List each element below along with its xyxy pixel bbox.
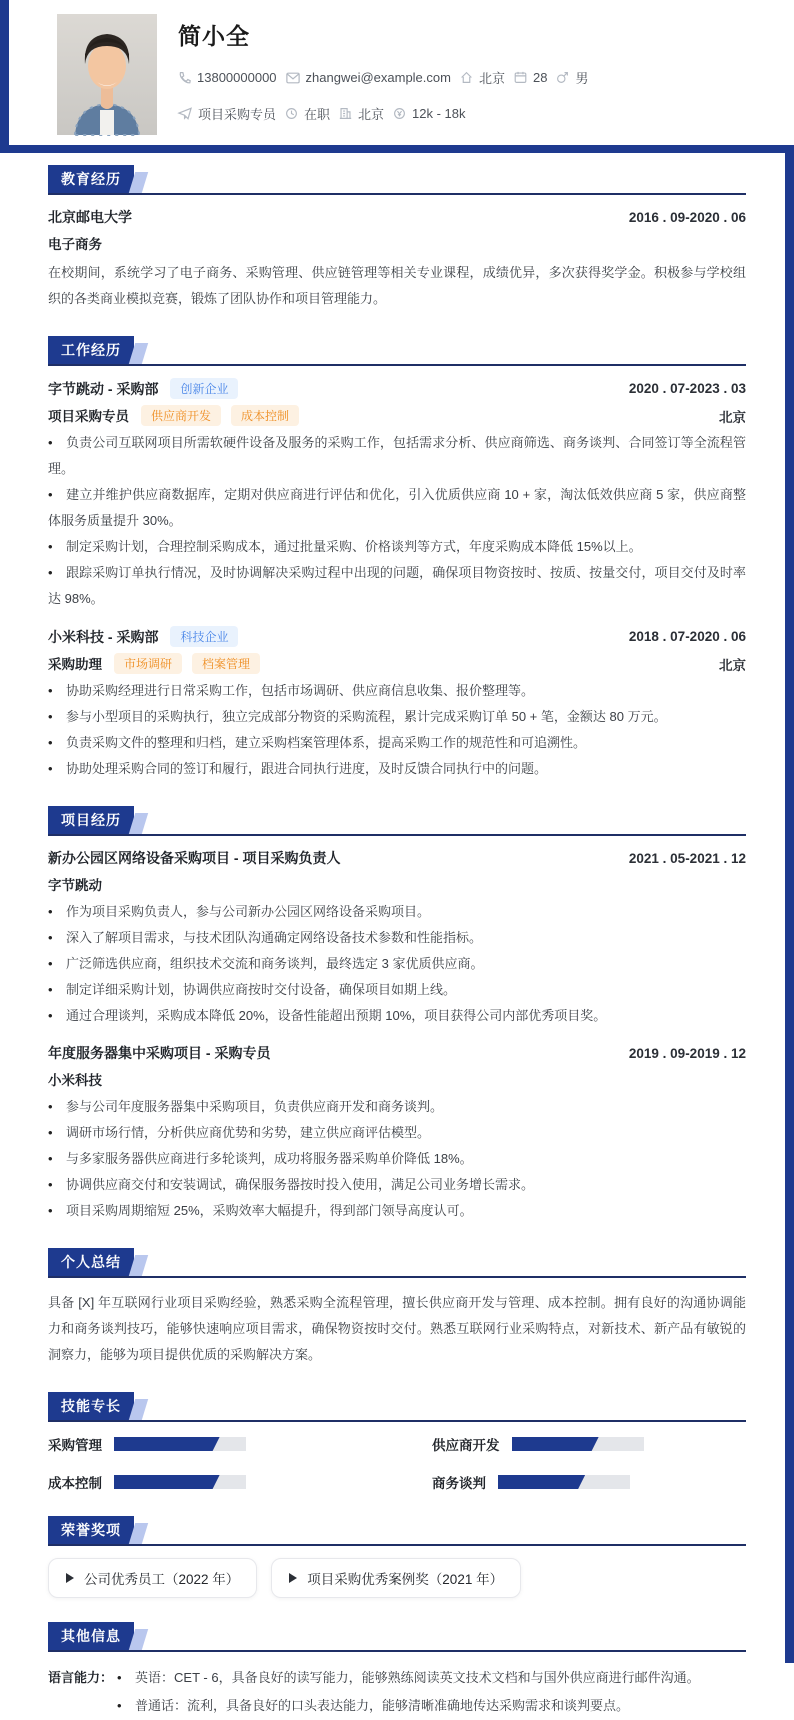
contact-position: 项目采购专员	[178, 104, 276, 123]
work-entry	[48, 378, 746, 612]
honor-chips	[48, 1558, 746, 1598]
section-skills	[48, 1392, 746, 1492]
role-title: 项目采购专员	[48, 409, 129, 424]
section-title-badge: 教育经历	[48, 165, 134, 193]
project-name: 年度服务器集中采购项目 - 采购专员	[48, 1045, 271, 1061]
status-icon	[285, 107, 298, 120]
position-icon	[178, 107, 192, 120]
work-bullet: • 负责公司互联网项目所需软硬件设备及服务的采购工作，包括需求分析、供应商筛选、商务谈判、合同签订等全流程管理。	[48, 435, 746, 476]
work-date: 2018 . 07-2020 . 06	[628, 629, 746, 644]
contact-gender: 男	[556, 68, 588, 87]
section-title-badge: 荣誉奖项	[48, 1516, 134, 1544]
company-tag: 创新企业	[170, 378, 238, 399]
skill-bar	[498, 1475, 630, 1489]
work-bullet: • 参与小型项目的采购执行，独立完成部分物资的采购流程，累计完成采购订单 50 + 笔，金额达 80 万元。	[48, 709, 667, 724]
company-name: 小米科技 - 采购部	[48, 629, 159, 645]
work-bullet: • 制定采购计划，合理控制采购成本，通过批量采购、价格谈判等方式，年度采购成本降低 15%以上。	[48, 539, 642, 554]
contact-salary: 12k - 18k	[393, 106, 465, 121]
honor-chip: 项目采购优秀案例奖（2021 年）	[271, 1558, 521, 1598]
section-projects	[48, 806, 746, 1224]
section-header	[48, 165, 746, 195]
section-other	[48, 1622, 746, 1720]
contact-age: 28	[514, 70, 547, 85]
contact-row-1	[178, 68, 754, 87]
work-location: 北京	[719, 409, 746, 425]
contact-status: 在职	[285, 104, 330, 123]
section-education	[48, 165, 746, 312]
gender-icon	[556, 71, 569, 84]
section-header	[48, 336, 746, 366]
project-bullet: • 参与公司年度服务器集中采购项目，负责供应商开发和商务谈判。	[48, 1099, 444, 1114]
role-tag: 市场调研	[114, 653, 182, 674]
project-bullet: • 通过合理谈判，采购成本降低 20%，设备性能超出预期 10%，项目获得公司内部优秀项目奖。	[48, 1008, 607, 1023]
project-entry	[48, 848, 746, 1029]
work-entry	[48, 626, 746, 782]
section-header	[48, 1392, 746, 1422]
phone-icon	[178, 71, 191, 84]
section-title-badge: 工作经历	[48, 336, 134, 364]
play-icon	[289, 1573, 297, 1583]
school-name: 北京邮电大学	[48, 209, 132, 225]
section-summary	[48, 1248, 746, 1368]
work-bullet: • 跟踪采购订单执行情况，及时协调解决采购过程中出现的问题，确保项目物资按时、按质、按量交付，项目交付及时率达 98%。	[48, 565, 746, 606]
contact-city: 北京	[339, 104, 384, 123]
contact-email: zhangwei@example.com	[286, 70, 451, 85]
company-tag: 科技企业	[170, 626, 238, 647]
skill-name: 供应商开发	[432, 1438, 500, 1453]
education-desc: 在校期间，系统学习了电子商务、采购管理、供应链管理等相关专业课程，成绩优异，多次获得奖学金。积极参与学校组织的各类商业模拟竞赛，锻炼了团队协作和项目管理能力。	[48, 265, 746, 306]
section-work	[48, 336, 746, 782]
project-name: 新办公园区网络设备采购项目 - 项目采购负责人	[48, 850, 341, 866]
work-date: 2020 . 07-2023 . 03	[628, 381, 746, 396]
role-title: 采购助理	[48, 657, 102, 672]
contact-location: 北京	[460, 68, 505, 87]
education-major-row	[48, 233, 746, 254]
skill-item	[432, 1434, 746, 1454]
work-bullet: • 协助采购经理进行日常采购工作，包括市场调研、供应商信息收集、报价整理等。	[48, 683, 535, 698]
project-date: 2019 . 09-2019 . 12	[628, 1045, 746, 1061]
project-bullet: • 与多家服务器供应商进行多轮谈判，成功将服务器采购单价降低 18%。	[48, 1151, 473, 1166]
avatar	[57, 14, 157, 135]
play-icon	[66, 1573, 74, 1583]
section-header	[48, 1248, 746, 1278]
section-header	[48, 1516, 746, 1546]
location-icon	[460, 71, 473, 84]
header-info	[178, 18, 754, 123]
section-header	[48, 806, 746, 836]
skill-item	[48, 1434, 362, 1454]
section-title-badge: 项目经历	[48, 806, 134, 834]
company-name: 字节跳动 - 采购部	[48, 381, 159, 397]
skill-name: 采购管理	[48, 1438, 102, 1453]
city-icon	[339, 107, 352, 120]
salary-icon	[393, 107, 406, 120]
age-icon	[514, 71, 527, 84]
summary-text: 具备 [X] 年互联网行业项目采购经验，熟悉采购全流程管理，擅长供应商开发与管理、成本控制。拥有良好的沟通协调能力和商务谈判技巧，能够快速响应项目需求，确保物资按时交付。熟悉互联网行业采购特点，对新技术、新产品有敏锐的洞察力，能够为项目提供优质的采购解决方案。	[48, 1295, 746, 1362]
work-bullet: • 建立并维护供应商数据库，定期对供应商进行评估和优化，引入优质供应商 10 + 家，淘汰低效供应商 5 家，供应商整体服务质量提升 30%。	[48, 487, 746, 528]
project-bullet: • 深入了解项目需求，与技术团队沟通确定网络设备技术参数和性能指标。	[48, 930, 483, 945]
project-company: 字节跳动	[48, 878, 102, 893]
candidate-name: 简小全	[178, 23, 250, 49]
section-header	[48, 1622, 746, 1652]
project-bullet: • 调研市场行情，分析供应商优势和劣势，建立供应商评估模型。	[48, 1125, 431, 1140]
work-location: 北京	[719, 657, 746, 673]
honor-chip: 公司优秀员工（2022 年）	[48, 1558, 257, 1598]
project-bullet: • 制定详细采购计划，协调供应商按时交付设备，确保项目如期上线。	[48, 982, 457, 997]
role-tag: 档案管理	[192, 653, 260, 674]
role-tag: 成本控制	[231, 405, 299, 426]
education-entry	[48, 207, 746, 227]
project-company: 小米科技	[48, 1073, 102, 1088]
section-title-badge: 其他信息	[48, 1622, 134, 1650]
project-bullet: • 协调供应商交付和安装调试，确保服务器按时投入使用，满足公司业务增长需求。	[48, 1177, 535, 1192]
role-tag: 供应商开发	[141, 405, 221, 426]
skill-name: 商务谈判	[432, 1476, 486, 1491]
project-date: 2021 . 05-2021 . 12	[628, 850, 746, 866]
major: 电子商务	[48, 237, 102, 252]
mail-icon	[286, 72, 300, 84]
skill-bar	[512, 1437, 644, 1451]
project-bullet: • 项目采购周期缩短 25%，采购效率大幅提升，得到部门领导高度认可。	[48, 1203, 473, 1218]
work-bullet: • 协助处理采购合同的签订和履行，跟进合同执行进度，及时反馈合同执行中的问题。	[48, 761, 548, 776]
language-bullet: • 普通话：流利，具备良好的口头表达能力，能够清晰准确地传达采购需求和谈判要点。	[117, 1698, 630, 1713]
resume-body	[0, 153, 794, 1720]
education-date: 2016 . 09-2020 . 06	[628, 209, 746, 225]
skill-item	[432, 1472, 746, 1492]
language-bullet: • 英语：CET - 6，具备良好的读写能力，能够熟练阅读英文技术文档和与国外供应商进行邮件沟通。	[117, 1670, 700, 1685]
language-ability-row	[48, 1664, 746, 1720]
skill-grid	[48, 1434, 746, 1492]
work-bullet: • 负责采购文件的整理和归档，建立采购档案管理体系，提高采购工作的规范性和可追溯性。	[48, 735, 587, 750]
skill-bar	[114, 1437, 246, 1451]
section-title-badge: 个人总结	[48, 1248, 134, 1276]
section-honors	[48, 1516, 746, 1598]
skill-name: 成本控制	[48, 1476, 102, 1491]
project-bullet: • 作为项目采购负责人，参与公司新办公园区网络设备采购项目。	[48, 904, 431, 919]
contact-row-2	[178, 104, 754, 123]
frame-right-stripe	[785, 145, 794, 1663]
contact-phone: 13800000000	[178, 70, 277, 85]
language-label: 语言能力：	[48, 1670, 114, 1685]
section-title-badge: 技能专长	[48, 1392, 134, 1420]
resume-header	[0, 0, 794, 153]
skill-item	[48, 1472, 362, 1492]
project-bullet: • 广泛筛选供应商，组织技术交流和商务谈判，最终选定 3 家优质供应商。	[48, 956, 484, 971]
project-entry	[48, 1043, 746, 1224]
skill-bar	[114, 1475, 246, 1489]
